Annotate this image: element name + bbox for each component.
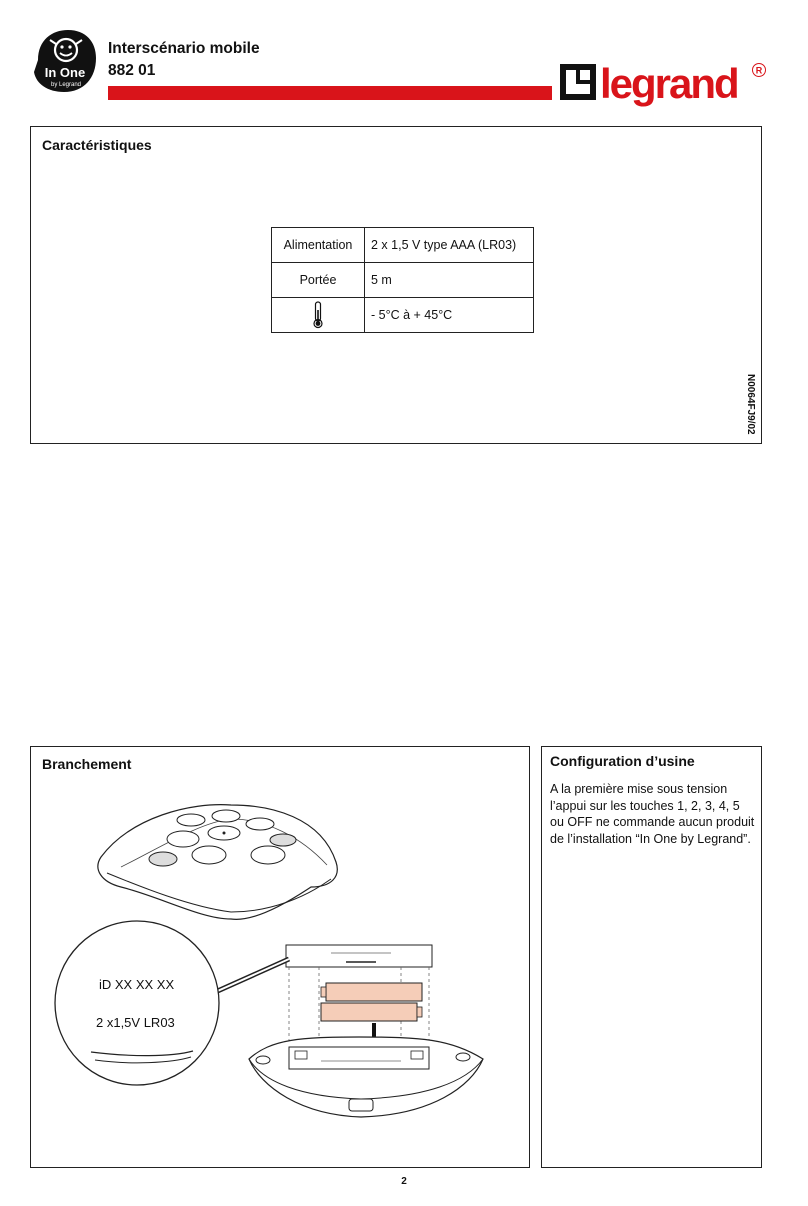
- device-id-label: iD XX XX XX: [99, 977, 175, 992]
- legrand-wordmark: legrand: [600, 60, 738, 107]
- product-reference: 882 01: [108, 62, 156, 79]
- table-row: [272, 228, 534, 263]
- in-one-logo-subtext: by Legrand: [50, 82, 82, 88]
- branchement-heading: Branchement: [42, 756, 132, 772]
- in-one-logo: [30, 26, 100, 96]
- spec-value: 2 x 1,5 V type AAA (LR03): [365, 228, 534, 263]
- legrand-logo: [558, 58, 770, 110]
- product-name: Interscénario mobile: [108, 40, 260, 57]
- spec-value: 5 m: [365, 263, 534, 298]
- table-row: [272, 298, 534, 333]
- branchement-illustration: [31, 747, 529, 1167]
- configuration-text: A la première mise sous tension l’appui sur les touches 1, 2, 3, 4, 5 ou OFF ne commande aucun produit de l’installation “In One by Legrand”.: [550, 782, 755, 846]
- batteries: [321, 983, 422, 1021]
- document-title: [108, 38, 260, 82]
- spec-label: Portée: [272, 263, 365, 298]
- battery-cover: [286, 945, 432, 967]
- configuration-heading: Configuration d’usine: [550, 753, 695, 769]
- in-one-logo-text: In One: [44, 65, 86, 80]
- branchement-section: [30, 746, 530, 1168]
- configuration-section: [541, 746, 762, 1168]
- remote-top-view: [98, 805, 337, 920]
- battery-type-label: 2 x1,5V LR03: [96, 1015, 175, 1030]
- specifications-table: [271, 227, 534, 333]
- spec-value: - 5°C à + 45°C: [365, 298, 534, 333]
- page-number: 2: [401, 1176, 407, 1187]
- svg-text:R: R: [755, 65, 763, 76]
- caracteristiques-heading: Caractéristiques: [42, 137, 152, 153]
- caracteristiques-section: [30, 126, 762, 444]
- thermometer-icon: [311, 301, 325, 329]
- spec-label-icon-cell: [272, 298, 365, 333]
- document-code: N0064FJ9/02: [745, 374, 756, 435]
- table-row: [272, 263, 534, 298]
- remote-bottom-view: [249, 1037, 483, 1117]
- header-red-bar: [108, 86, 552, 100]
- spec-label: Alimentation: [272, 228, 365, 263]
